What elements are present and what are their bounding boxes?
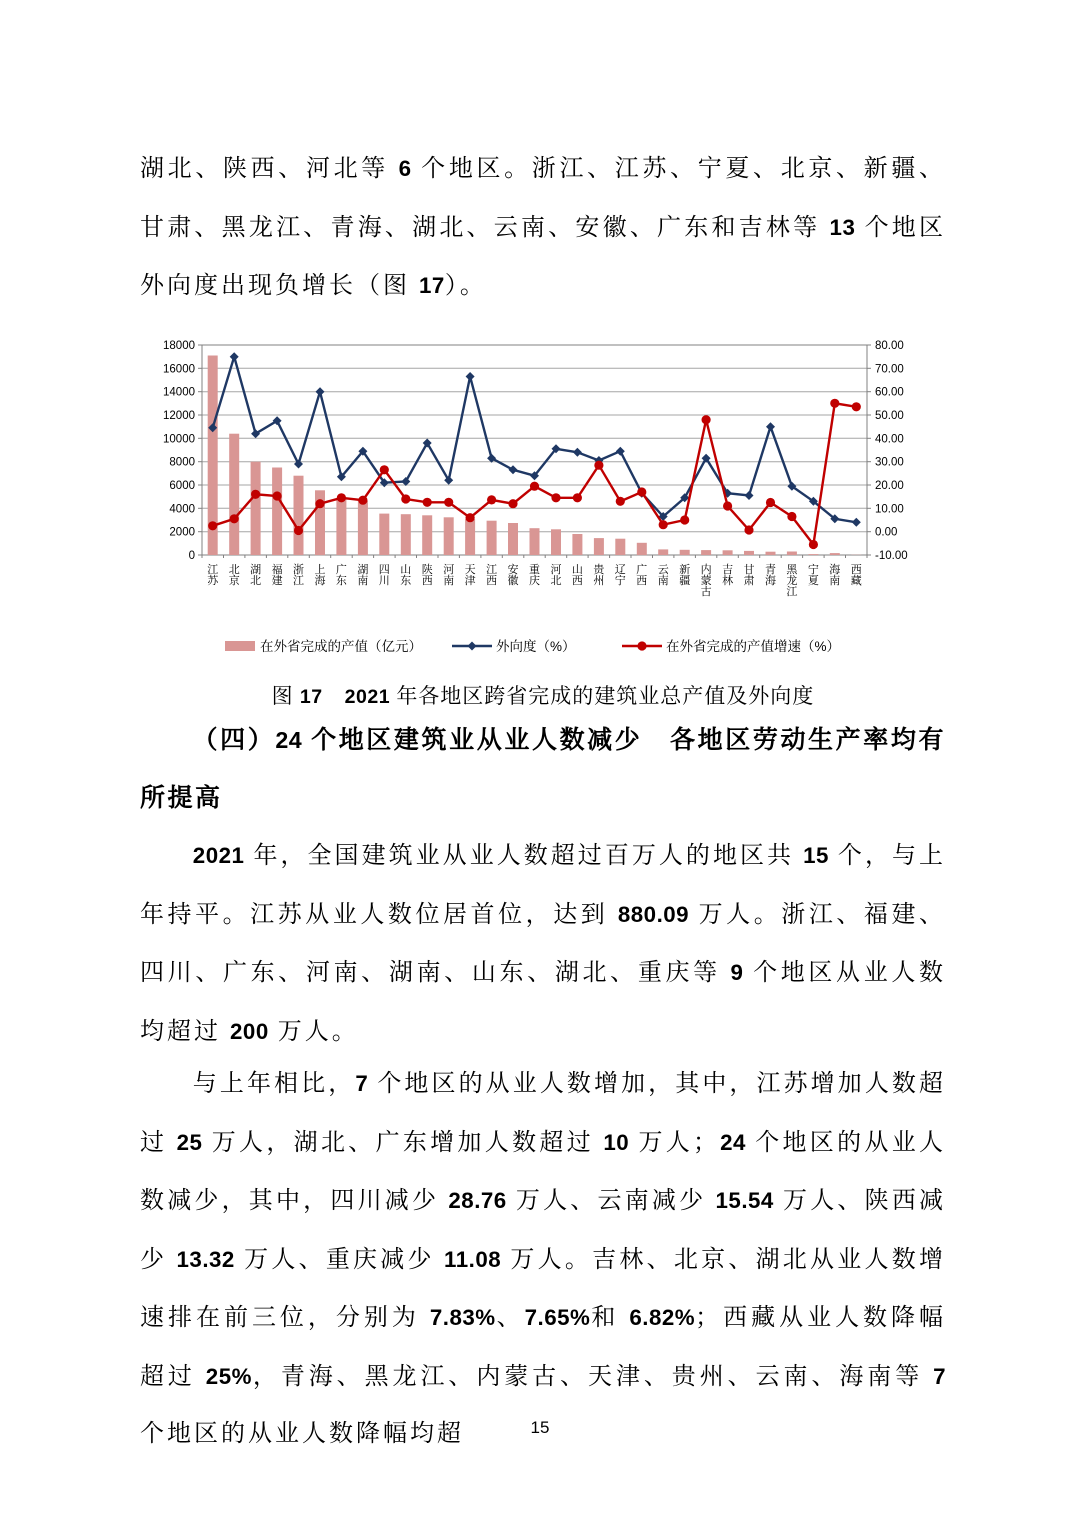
- svg-text:70.00: 70.00: [875, 363, 904, 376]
- svg-text:辽宁: 辽宁: [614, 564, 626, 587]
- svg-text:8000: 8000: [169, 456, 195, 469]
- svg-text:50.00: 50.00: [875, 410, 904, 422]
- svg-text:14000: 14000: [163, 386, 195, 399]
- svg-text:18000: 18000: [163, 340, 195, 352]
- svg-text:广西: 广西: [636, 564, 648, 587]
- svg-text:4000: 4000: [169, 503, 195, 516]
- figure-17-caption: 图 17 2021 年各地区跨省完成的建筑业总产值及外向度: [271, 684, 815, 708]
- svg-text:10.00: 10.00: [875, 503, 904, 516]
- svg-text:河北: 河北: [550, 564, 562, 587]
- svg-text:2000: 2000: [169, 526, 195, 539]
- svg-text:山东: 山东: [400, 564, 412, 587]
- svg-text:广东: 广东: [335, 564, 347, 587]
- svg-text:上海: 上海: [314, 564, 326, 587]
- svg-text:江苏: 江苏: [207, 564, 219, 587]
- svg-text:内蒙古: 内蒙古: [700, 564, 712, 598]
- svg-text:20.00: 20.00: [875, 480, 904, 492]
- section-heading: （四）24 个地区建筑业从业人数减少 各地区劳动生产率均有所提高: [140, 727, 946, 812]
- bar-series: [208, 356, 862, 556]
- svg-text:-10.00: -10.00: [875, 550, 908, 562]
- category-labels: [207, 562, 862, 598]
- svg-text:吉林: 吉林: [722, 564, 734, 587]
- paragraph-outward-degree: 湖北、陕西、河北等 6 个地区。浙江、江苏、宁夏、北京、新疆、甘肃、黑龙江、青海、湖北、云南、安徽、广东和吉林等 13 个地区外向度出现负增长（图 17）。: [140, 156, 947, 299]
- paragraph-employment-total: 2021 年，全国建筑业从业人数超过百万人的地区共 15 个，与上年持平。江苏从业人数位居首位，达到 880.09 万人。浙江、福建、四川、广东、河南、湖南、山东、湖北、重庆等 9 个地区从业人数均超过 200 万人。: [140, 843, 947, 1045]
- svg-text:6000: 6000: [169, 480, 195, 492]
- svg-text:重庆: 重庆: [529, 564, 540, 587]
- svg-text:10000: 10000: [163, 433, 195, 446]
- svg-text:天津: 天津: [464, 564, 476, 587]
- svg-text:四川: 四川: [378, 564, 390, 587]
- svg-text:在外省完成的产值增速（%）: 在外省完成的产值增速（%）: [666, 639, 841, 654]
- chart-legend: [225, 638, 840, 654]
- svg-text:12000: 12000: [163, 410, 195, 422]
- svg-text:西藏: 西藏: [850, 564, 862, 587]
- svg-text:外向度（%）: 外向度（%）: [496, 639, 576, 654]
- svg-text:贵州: 贵州: [593, 564, 605, 587]
- svg-text:黑龙江: 黑龙江: [786, 564, 798, 598]
- svg-text:陕西: 陕西: [421, 564, 433, 587]
- combo-chart: [152, 337, 930, 677]
- svg-text:0.00: 0.00: [875, 526, 898, 539]
- svg-text:浙江: 浙江: [293, 564, 304, 587]
- figure-17: [152, 337, 930, 672]
- svg-text:湖北: 湖北: [250, 564, 262, 587]
- svg-text:40.00: 40.00: [875, 433, 904, 446]
- svg-text:海南: 海南: [829, 564, 841, 587]
- svg-text:30.00: 30.00: [875, 456, 904, 469]
- line-series-diamond: [208, 352, 861, 527]
- svg-text:河南: 河南: [443, 564, 455, 587]
- svg-text:新疆: 新疆: [679, 564, 691, 587]
- svg-text:80.00: 80.00: [875, 340, 904, 352]
- svg-text:在外省完成的产值（亿元）: 在外省完成的产值（亿元）: [260, 639, 422, 654]
- svg-text:山西: 山西: [571, 564, 583, 587]
- svg-text:0: 0: [188, 550, 195, 562]
- page-number: 15: [530, 1418, 550, 1437]
- svg-text:云南: 云南: [657, 564, 669, 587]
- svg-text:福建: 福建: [271, 564, 283, 587]
- paragraph-employment-change: 与上年相比，7 个地区的从业人数增加，其中，江苏增加人数超过 25 万人，湖北、广东增加人数超过 10 万人；24 个地区的从业人数减少，其中，四川减少 28.76 万人、云南减少 15.54 万人、陕西减少 13.32 万人、重庆减少 11.08 万人。吉林、北京、湖北从业人数增速排在前三位，分别为 7.83%、7.65%和 6.82%；西藏从业人数降幅超过 25%，青海、黑龙江、内蒙古、天津、贵州、云南、海南等 7 个地区的从业人数降幅均超: [140, 1071, 947, 1447]
- svg-text:甘肃: 甘肃: [743, 564, 755, 587]
- svg-text:北京: 北京: [228, 564, 240, 587]
- svg-text:江西: 江西: [486, 564, 498, 587]
- svg-text:宁夏: 宁夏: [807, 564, 819, 587]
- svg-text:16000: 16000: [163, 363, 195, 376]
- svg-text:湖南: 湖南: [357, 564, 369, 587]
- svg-text:青海: 青海: [765, 564, 776, 587]
- svg-text:安徽: 安徽: [507, 564, 519, 587]
- svg-text:60.00: 60.00: [875, 386, 904, 399]
